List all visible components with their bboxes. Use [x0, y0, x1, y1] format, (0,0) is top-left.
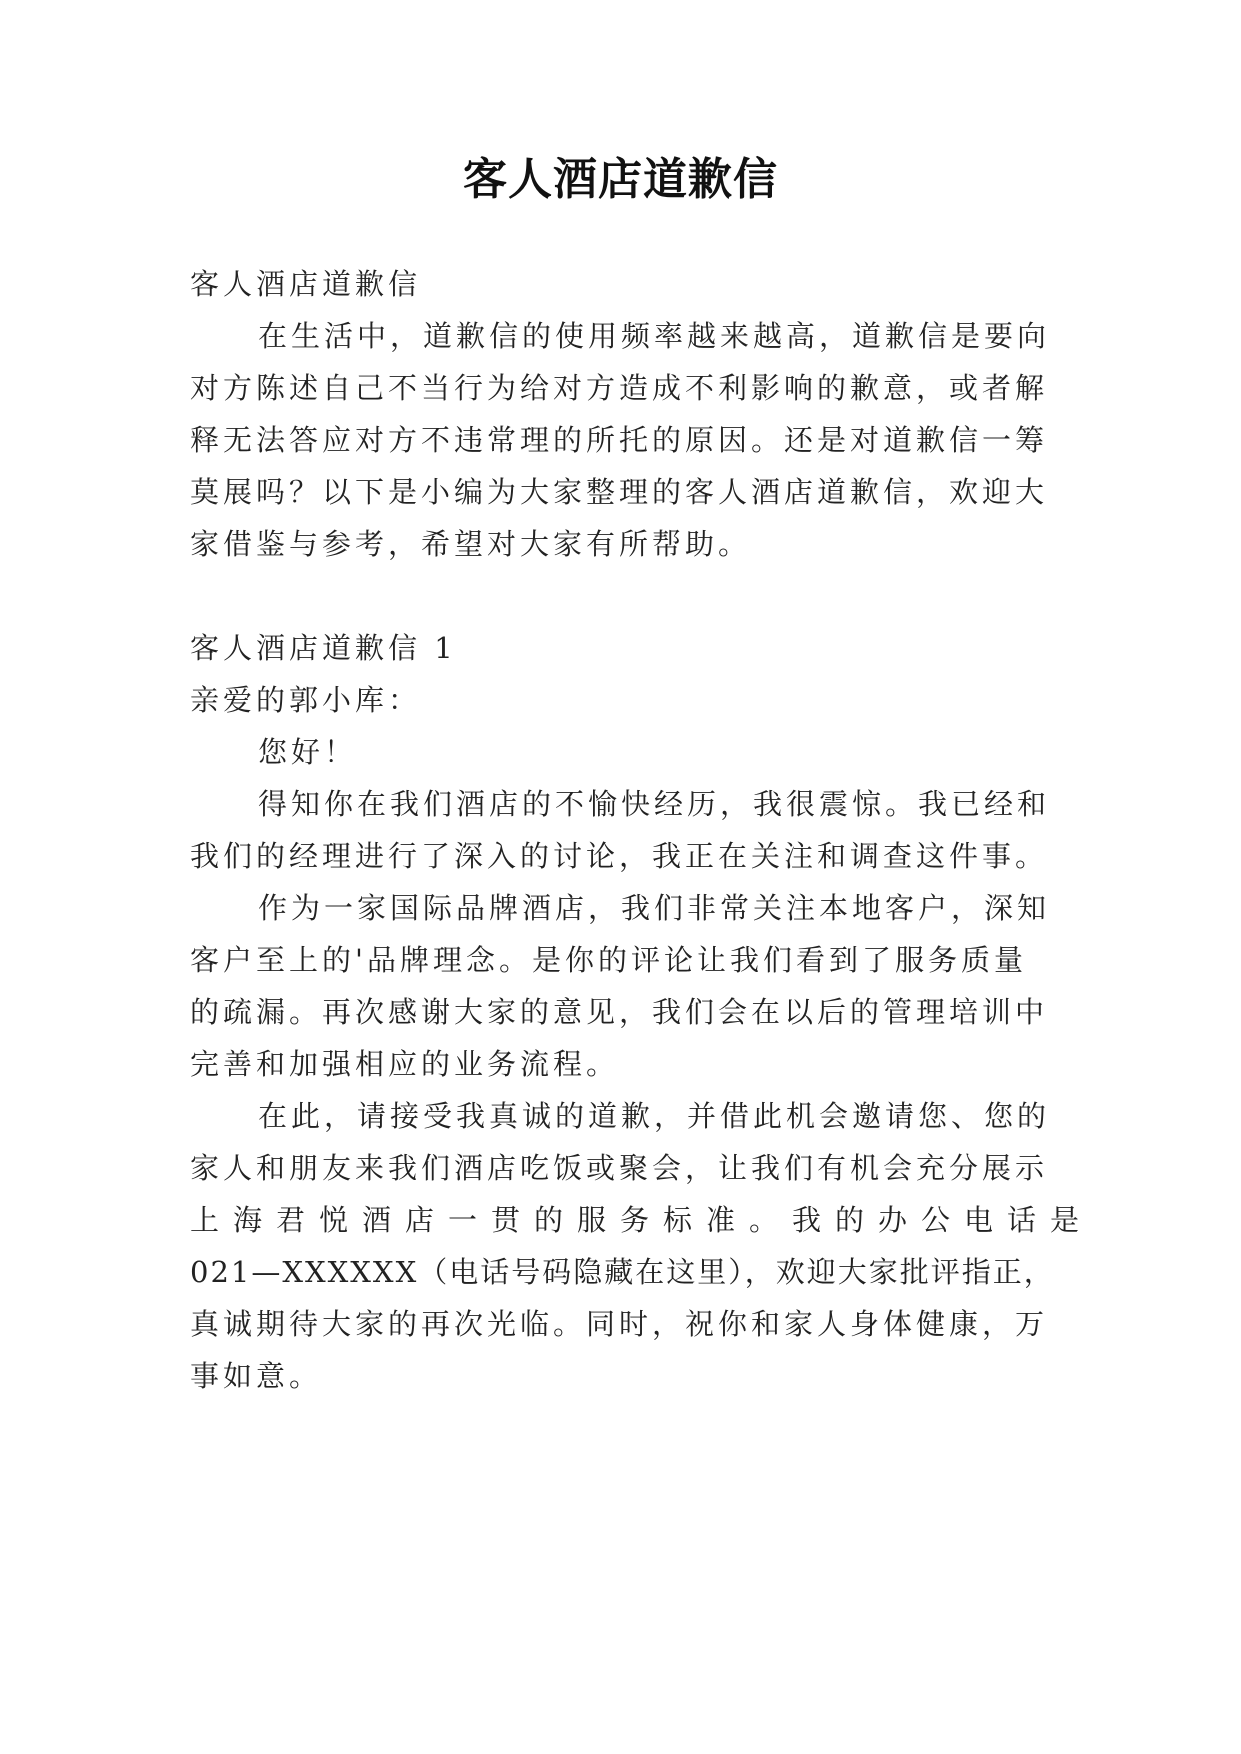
- paragraph-line: 在此，请接受我真诚的道歉，并借此机会邀请您、您的: [258, 1099, 1051, 1133]
- intro-line: 家借鉴与参考，希望对大家有所帮助。: [190, 527, 752, 561]
- paragraph-line: 上海君悦酒店一贯的服务标准。我的办公电话是: [190, 1203, 1094, 1237]
- paragraph-line: 得知你在我们酒店的不愉快经历，我很震惊。我已经和: [258, 787, 1051, 821]
- intro-heading: 客人酒店道歉信: [190, 267, 422, 301]
- letter-heading: 客人酒店道歉信 1: [190, 631, 457, 665]
- paragraph-line: 作为一家国际品牌酒店，我们非常关注本地客户，深知: [258, 891, 1051, 925]
- intro-line: 在生活中，道歉信的使用频率越来越高，道歉信是要向: [258, 319, 1051, 353]
- intro-line: 对方陈述自己不当行为给对方造成不利影响的歉意，或者解: [190, 371, 1049, 405]
- paragraph-line: 的疏漏。再次感谢大家的意见，我们会在以后的管理培训中: [190, 995, 1049, 1029]
- paragraph-line: 021—XXXXXX（电话号码隐藏在这里），欢迎大家批评指正，: [190, 1255, 1055, 1289]
- paragraph-line: 完善和加强相应的业务流程。: [190, 1047, 620, 1081]
- salutation: 亲爱的郭小库：: [190, 683, 422, 717]
- paragraph-line: 真诚期待大家的再次光临。同时，祝你和家人身体健康，万: [190, 1307, 1049, 1341]
- intro-line: 莫展吗？以下是小编为大家整理的客人酒店道歉信，欢迎大: [190, 475, 1049, 509]
- paragraph-line: 客户至上的'品牌理念。是你的评论让我们看到了服务质量: [190, 943, 1027, 977]
- greeting: 您好！: [258, 735, 358, 769]
- paragraph-line: 我们的经理进行了深入的讨论，我正在关注和调查这件事。: [190, 839, 1049, 873]
- paragraph-line: 家人和朋友来我们酒店吃饭或聚会，让我们有机会充分展示: [190, 1151, 1049, 1185]
- intro-line: 释无法答应对方不违常理的所托的原因。还是对道歉信一筹: [190, 423, 1049, 457]
- document-title: 客人酒店道歉信: [463, 154, 778, 205]
- paragraph-line: 事如意。: [190, 1359, 323, 1393]
